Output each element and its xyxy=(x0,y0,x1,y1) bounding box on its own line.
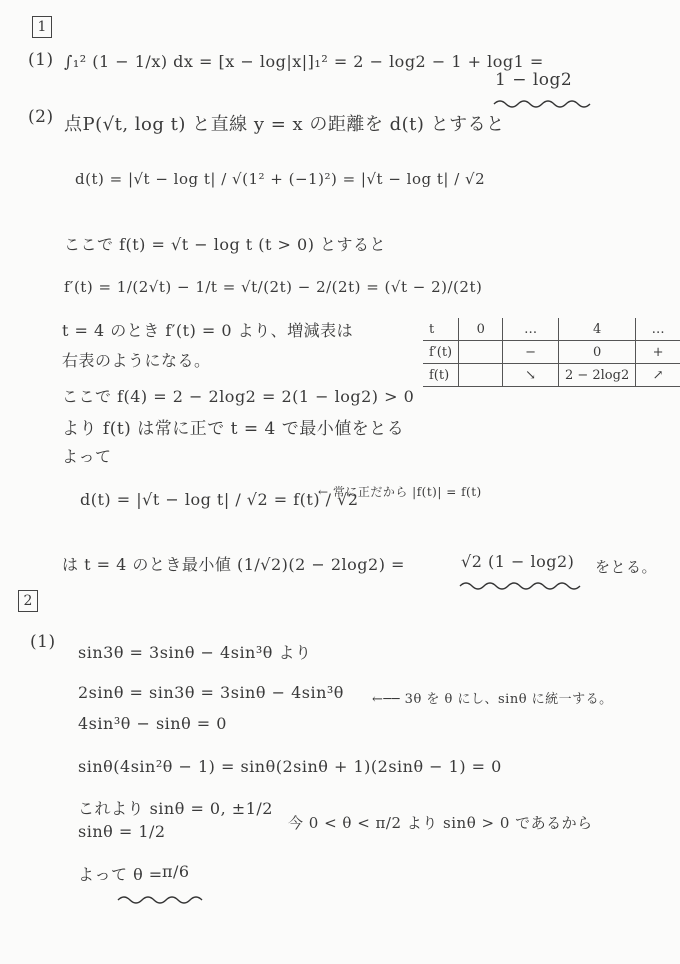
line-p2-3: f′(t) = 1/(2√t) − 1/t = √t/(2t) − 2/(2t) = (√t − 2)/(2t) xyxy=(64,278,483,296)
problem-number-1: 1 xyxy=(32,16,52,38)
part-label-1-1: (1) xyxy=(28,50,54,70)
line-p2-7: より f(t) は常に正で t = 4 で最小値をとる xyxy=(62,419,405,439)
line-p2-4: t = 4 のとき f′(t) = 0 より、増減表は xyxy=(62,321,354,340)
answer-2-1: π/6 xyxy=(162,862,190,881)
table-cell: + xyxy=(636,341,680,364)
table-row xyxy=(423,318,680,341)
table-cell: … xyxy=(636,318,680,341)
line-p2-2: ここで f(t) = √t − log t (t > 0) とすると xyxy=(64,235,387,254)
answer-1-1: 1 − log2 xyxy=(495,70,573,90)
note-abs: ← 常に正だから |f(t)| = f(t) xyxy=(318,485,482,499)
line-q2-3: sinθ(4sin²θ − 1) = sinθ(2sinθ + 1)(2sinθ − 1) = 0 xyxy=(78,757,502,776)
line-q2-0: sin3θ = 3sinθ − 4sin³θ より xyxy=(78,643,312,662)
increase-decrease-table xyxy=(423,318,680,387)
line-p2-10: は t = 4 のとき最小値 (1/√2)(2 − 2log2) = xyxy=(62,555,405,574)
part-label-2-1: (1) xyxy=(30,632,56,652)
note-range: 今 0 < θ < π/2 より sinθ > 0 であるから xyxy=(288,814,593,832)
table-cell xyxy=(459,364,503,387)
line-p2-6: ここで f(4) = 2 − 2log2 = 2(1 − log2) > 0 xyxy=(62,387,415,406)
line-q2-6: よって θ = xyxy=(78,865,163,884)
line-q2-4: これより sinθ = 0, ±1/2 xyxy=(78,799,273,818)
table-cell: − xyxy=(503,341,559,364)
line-p2-5: 右表のようになる。 xyxy=(62,351,211,370)
table-cell: 2 − 2log2 xyxy=(558,364,635,387)
table-cell: 0 xyxy=(459,318,503,341)
line-p2-1: d(t) = |√t − log t| / √(1² + (−1)²) = |√t − log t| / √2 xyxy=(75,170,486,188)
line-p2-8: よって xyxy=(62,447,112,466)
table-cell: 0 xyxy=(558,341,635,364)
line-q2-5: sinθ = 1/2 xyxy=(78,822,166,841)
table-cell: 4 xyxy=(558,318,635,341)
line-p2-0: 点P(√t, log t) と直線 y = x の距離を d(t) とすると xyxy=(64,114,505,135)
table-row xyxy=(423,341,680,364)
underline-answer-1-1 xyxy=(492,96,592,110)
answer-1-2: √2 (1 − log2) xyxy=(461,552,575,571)
problem-number-2: 2 xyxy=(18,590,38,612)
table-cell: t xyxy=(423,318,459,341)
table-cell xyxy=(459,341,503,364)
integral-work: ∫₁² (1 − 1/x) dx = [x − log|x|]₁² = 2 − log2 − 1 + log1 = xyxy=(64,52,544,71)
table-row xyxy=(423,364,680,387)
underline-answer-1-2 xyxy=(458,578,588,592)
table-cell: ↘ xyxy=(503,364,559,387)
underline-answer-2-1 xyxy=(116,892,212,906)
table-cell: … xyxy=(503,318,559,341)
line-q2-1: 2sinθ = sin3θ = 3sinθ − 4sin³θ xyxy=(78,683,344,702)
table-cell: ↗ xyxy=(636,364,680,387)
table-cell: f(t) xyxy=(423,364,459,387)
part-label-1-2: (2) xyxy=(28,107,54,127)
line-q2-2: 4sin³θ − sinθ = 0 xyxy=(78,714,227,733)
table-cell: f′(t) xyxy=(423,341,459,364)
tail-1-2: をとる。 xyxy=(595,558,658,576)
note-unify: ←── 3θ を θ にし、sinθ に統一する。 xyxy=(372,692,613,707)
line-p2-9: d(t) = |√t − log t| / √2 = f(t) / √2 xyxy=(80,490,359,509)
